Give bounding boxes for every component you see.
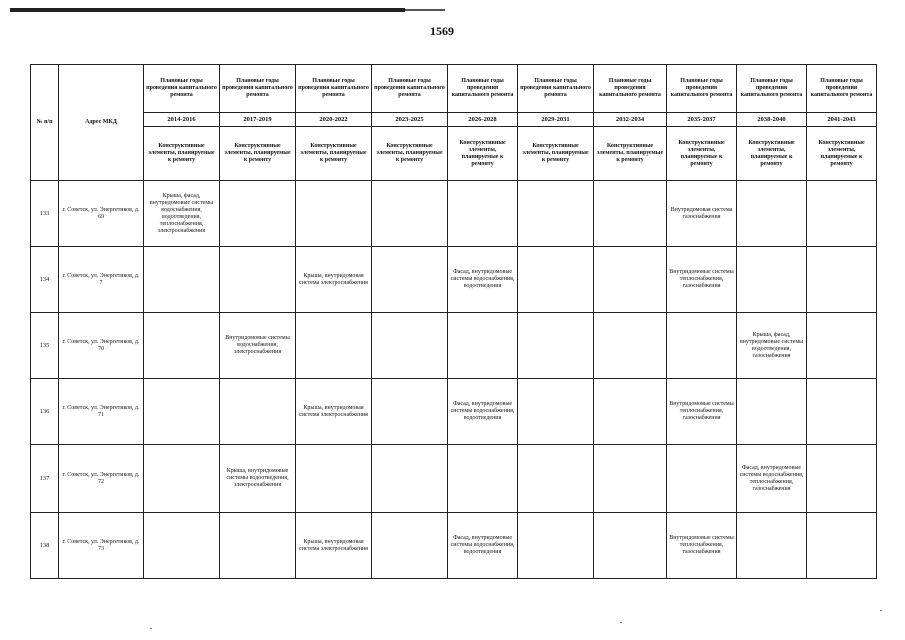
repair-elements-cell [296,445,372,513]
header-period: Плановые годы проведения капитального ремонта [220,65,296,113]
table-row [31,313,877,379]
header-years: 2014-2016 [144,113,220,127]
row-number: 133 [31,181,59,247]
repair-elements-cell [518,313,594,379]
repair-elements-cell: Внутридомовая система газоснабжения [667,181,737,247]
header-years: 2023-2025 [372,113,448,127]
page-number: 1569 [430,24,454,38]
repair-elements-cell: Фасад, внутридомовые системы водоснабжения, водоотведения [448,247,518,313]
header-years: 2017-2019 [220,113,296,127]
header-period: Плановые годы проведения капитального ремонта [807,65,877,113]
repair-elements-cell [144,513,220,579]
scan-speck [880,610,882,611]
repair-elements-cell: Крыша, фасад, внутридомовые системы водоснабжения, водоотведения, теплоснабжения, электроснабжения [144,181,220,247]
header-elements: Конструктивные элементы, планируемые к ремонту [807,127,877,181]
repair-elements-cell [807,247,877,313]
row-address: г. Советск, ул. Энергетиков, д. 70 [59,313,144,379]
repair-elements-cell [737,181,807,247]
header-years: 2029-2031 [518,113,594,127]
header-period: Плановые годы проведения капитального ремонта [594,65,667,113]
repair-elements-cell: Внутридомовые системы теплоснабжения, газоснабжения [667,379,737,445]
repair-elements-cell: Крыша, внутридомовые системы водоотведения, электроснабжения [220,445,296,513]
repair-elements-cell: Внутридомовые системы водоснабжения, электроснабжения [220,313,296,379]
repair-elements-cell [518,379,594,445]
row-number: 136 [31,379,59,445]
repair-elements-cell [448,445,518,513]
table-row [31,181,877,247]
repair-elements-cell [594,313,667,379]
repair-elements-cell [372,513,448,579]
row-address: г. Советск, ул. Энергетиков, д. 71 [59,379,144,445]
repair-elements-cell [220,513,296,579]
row-address: г. Советск, ул. Энергетиков, д. 7 [59,247,144,313]
repair-elements-cell [448,313,518,379]
table-row [31,513,877,579]
repair-elements-cell [220,379,296,445]
scan-speck [620,622,622,623]
row-number: 137 [31,445,59,513]
repair-elements-cell [518,513,594,579]
repair-elements-cell: Внутридомовые системы теплоснабжения, газоснабжения [667,513,737,579]
header-address: Адрес МКД [59,65,144,181]
repair-elements-cell [807,181,877,247]
repair-elements-cell [144,247,220,313]
scan-edge-bar-tail [405,9,445,11]
row-number: 134 [31,247,59,313]
repair-elements-cell [220,247,296,313]
repair-elements-cell: Фасад, внутридомовые системы водоснабжения, теплоснабжения, газоснабжения [737,445,807,513]
header-period: Плановые годы проведения капитального ремонта [448,65,518,113]
header-elements: Конструктивные элементы, планируемые к ремонту [372,127,448,181]
repair-elements-cell [807,313,877,379]
repair-elements-cell: Крыша, внутридомовая система электроснабжения [296,247,372,313]
repair-elements-cell [594,445,667,513]
repair-elements-cell [737,513,807,579]
header-years: 2026-2028 [448,113,518,127]
repair-elements-cell [372,445,448,513]
repair-elements-cell [737,379,807,445]
repair-elements-cell [518,181,594,247]
repair-elements-cell [807,513,877,579]
repair-elements-cell [144,379,220,445]
repair-elements-cell: Крыша, фасад, внутридомовые системы водоотведения, газоснабжения [737,313,807,379]
repair-elements-cell [667,313,737,379]
repair-elements-cell [667,445,737,513]
repair-elements-cell: Крыша, внутридомовая система электроснабжения [296,513,372,579]
repair-elements-cell: Внутридомовые системы теплоснабжения, газоснабжения [667,247,737,313]
repair-elements-cell [296,313,372,379]
header-period: Плановые годы проведения капитального ремонта [518,65,594,113]
header-elements: Конструктивные элементы, планируемые к ремонту [144,127,220,181]
header-years: 2032-2034 [594,113,667,127]
table-row [31,247,877,313]
repair-elements-cell [518,247,594,313]
repair-elements-cell [372,181,448,247]
row-address: г. Советск, ул. Энергетиков, д. 72 [59,445,144,513]
table-row [31,445,877,513]
header-period: Плановые годы проведения капитального ремонта [144,65,220,113]
header-years: 2038-2040 [737,113,807,127]
repair-elements-cell [372,379,448,445]
row-address: г. Советск, ул. Энергетиков, д. 73 [59,513,144,579]
header-years: 2020-2022 [296,113,372,127]
scan-speck [150,628,152,629]
header-years: 2041-2043 [807,113,877,127]
header-elements: Конструктивные элементы, планируемые к ремонту [594,127,667,181]
repair-elements-cell [518,445,594,513]
header-elements: Конструктивные элементы, планируемые к ремонту [667,127,737,181]
header-period: Плановые годы проведения капитального ремонта [667,65,737,113]
repair-elements-cell [807,379,877,445]
repair-schedule-table [30,64,877,579]
scan-edge-bar [10,8,405,12]
row-number: 138 [31,513,59,579]
row-number: 135 [31,313,59,379]
repair-elements-cell [220,181,296,247]
repair-elements-cell [594,181,667,247]
header-period: Плановые годы проведения капитального ремонта [296,65,372,113]
repair-elements-cell: Фасад, внутридомовые системы водоснабжения, водоотведения [448,513,518,579]
repair-elements-cell [448,181,518,247]
repair-elements-cell [807,445,877,513]
table-row [31,379,877,445]
header-period: Плановые годы проведения капитального ремонта [737,65,807,113]
header-elements: Конструктивные элементы, планируемые к ремонту [737,127,807,181]
header-elements: Конструктивные элементы, планируемые к ремонту [518,127,594,181]
repair-elements-cell [737,247,807,313]
header-period: Плановые годы проведения капитального ремонта [372,65,448,113]
repair-elements-cell [594,379,667,445]
repair-elements-cell [296,181,372,247]
repair-elements-cell [372,247,448,313]
header-num: № п/п [31,65,59,181]
repair-elements-cell [372,313,448,379]
header-years: 2035-2037 [667,113,737,127]
header-elements: Конструктивные элементы, планируемые к ремонту [296,127,372,181]
repair-elements-cell [594,247,667,313]
header-elements: Конструктивные элементы, планируемые к ремонту [448,127,518,181]
repair-elements-cell [144,313,220,379]
repair-elements-cell: Крыша, внутридомовая система электроснабжения [296,379,372,445]
repair-elements-cell [144,445,220,513]
repair-elements-cell [594,513,667,579]
repair-elements-cell: Фасад, внутридомовые системы водоснабжения, водоотведения [448,379,518,445]
header-elements: Конструктивные элементы, планируемые к ремонту [220,127,296,181]
row-address: г. Советск, ул. Энергетиков, д. 69 [59,181,144,247]
